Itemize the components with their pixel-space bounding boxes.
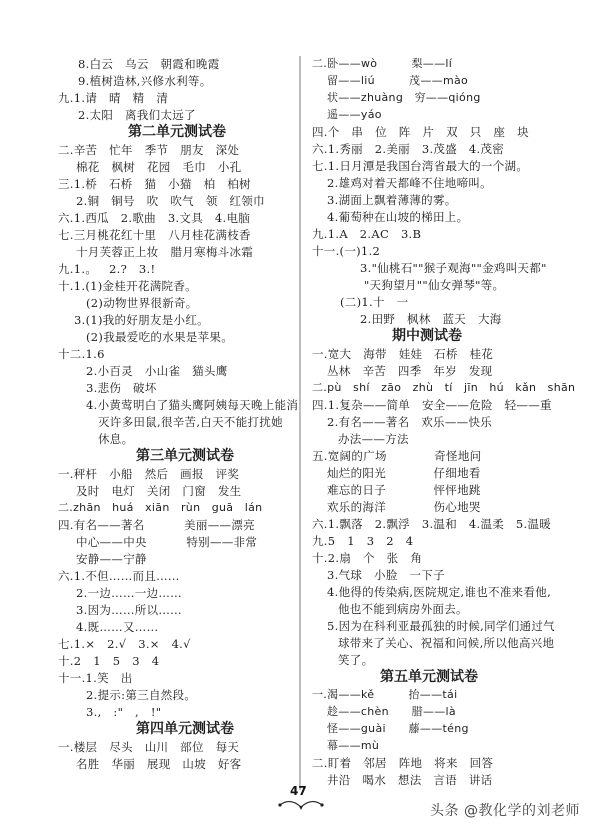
answer-line: 四.1.复杂——简单 安全——危险 轻——重 [312, 398, 552, 412]
answer-line: 一.渴——kě 抬——tái [312, 688, 458, 701]
answer-line: 一.楼层 尽头 山川 部位 每天 [58, 740, 240, 754]
answer-line: 三.1.桥 石桥 猫 小猫 柏 柏树 [58, 177, 251, 191]
answer-line: 办法——方法 [338, 432, 409, 446]
answer-line: 四.有名——著名 美丽——漂亮 [58, 518, 255, 532]
answer-line: 七.1.× 2.√ 3.× 4.√ [58, 637, 191, 651]
answer-line: 2.铜 铜号 吹 吹气 领 红领巾 [76, 194, 265, 208]
answer-line: 井沿 喝水 想法 言语 讲话 [327, 773, 493, 787]
answer-line: 十一.1.笑 出 [58, 671, 133, 685]
answer-line: 四.个 串 位 阵 片 双 只 座 块 [312, 125, 529, 139]
answer-line: 3.因为……所以…… [76, 603, 182, 617]
answer-line: 二.盯着 邻居 阵地 将来 回答 [312, 756, 494, 770]
answer-line: 3."仙桃石""猴子观海""金鸡叫天都" [360, 261, 547, 275]
answer-line: 他也不能到病房外面去。 [338, 602, 468, 616]
column-divider [299, 56, 301, 790]
answer-line: 五.宽阔的广场 奇怪地问 [312, 449, 482, 463]
answer-line: 及时 电灯 关闭 门窗 发生 [76, 484, 242, 498]
answer-line: (二)1.十 一 [340, 295, 409, 309]
answer-line: 十月芙蓉正上妆 腊月寒梅斗冰霜 [76, 245, 254, 259]
answer-line: 8.白云 乌云 朝霞和晚霞 [78, 57, 220, 71]
answer-line: 六.1.不但……而且…… [58, 569, 180, 583]
section-heading-unit-4: 第四单元测试卷 [136, 721, 234, 737]
answer-line: 5.因为在科利亚最孤独的时候,同学们通过气 [327, 619, 555, 633]
answer-line: 3.湖面上飘着薄薄的雾。 [327, 193, 457, 207]
answer-line: 2.小百灵 小山雀 猫头鹰 [86, 364, 228, 378]
section-heading-unit-2: 第二单元测试卷 [128, 124, 226, 140]
page-number: 47 [290, 784, 307, 798]
answer-line: 休息。 [98, 432, 134, 446]
answer-line: 欢乐的海洋 伤心地哭 [327, 500, 481, 514]
answer-line: 二.辛苦 忙年 季节 朋友 深处 [58, 143, 240, 157]
answer-line: 中心——中央 特别——非常 [76, 535, 258, 549]
answer-line: (2)我最爱吃的水果是苹果。 [86, 330, 233, 344]
answer-line: "天狗望月""仙女弹琴"等。 [364, 278, 505, 292]
answer-line: 名胜 华丽 展现 山坡 好客 [76, 757, 242, 771]
answer-line: 2.雄鸡对着天都峰不住地啼叫。 [327, 176, 492, 190]
answer-line: (2)动物世界很新奇。 [86, 296, 198, 310]
answer-line: 3., :" , !" [86, 705, 162, 719]
answer-line: 二.zhān huá xiān rùn guā lán [58, 501, 263, 514]
answer-line: 3.悲伤 破坏 [86, 381, 157, 395]
answer-line: 灿烂的阳光 仔细地看 [327, 466, 481, 480]
answer-line: 2.提示:第三自然段。 [86, 688, 197, 702]
answer-line: 遥——yáo [327, 108, 382, 121]
answer-line: 趁——chèn 腊——là [327, 705, 456, 718]
answer-line: 七.三月桃花红十里 八月桂花满枝香 [58, 228, 251, 242]
answer-line: 笑了。 [338, 653, 374, 667]
answer-line: 棉花 枫树 花园 毛巾 小孔 [76, 160, 242, 174]
answer-line: 球带来了关心、祝福和问候,所以他高兴地 [338, 636, 555, 650]
answer-line: 3.气球 小脸 一下子 [327, 568, 445, 582]
page-ornament-icon [278, 795, 324, 811]
answer-line: 2.太阳 离我们太远了 [78, 108, 196, 122]
section-heading-midterm: 期中测试卷 [392, 328, 462, 344]
answer-line: 灭许多田鼠,很辛苦,白天不能打扰她 [98, 415, 283, 429]
answer-line: 4.葡萄种在山坡的梯田上。 [327, 210, 469, 224]
answer-line: 九.1.。 2.? 3.! [58, 262, 156, 276]
section-heading-unit-3: 第三单元测试卷 [136, 448, 234, 464]
answer-line: 十一.(一)1.2 [312, 244, 381, 258]
answer-line: 2.田野 枫林 蓝天 大海 [360, 312, 502, 326]
answer-line: 六.1.西瓜 2.歌曲 3.文具 4.电脑 [58, 211, 251, 225]
answer-line: 2.一边……一边…… [76, 586, 182, 600]
answer-line: 状——zhuàng 穷——qióng [327, 91, 481, 104]
answer-line: 4.小黄莺明白了猫头鹰阿姨每天晚上能消 [86, 398, 299, 412]
answer-line: 4.既……又…… [76, 620, 159, 634]
answer-line: 六.1.飘落 2.飘浮 3.温和 4.温柔 5.温暖 [312, 517, 552, 531]
answer-line: 3.(1)我的好朋友是小红。 [74, 313, 209, 327]
answer-line: 六.1.秀丽 2.美丽 3.茂盛 4.茂密 [312, 142, 505, 156]
answer-line: 9.植树造林,兴修水利等。 [78, 74, 212, 88]
answer-line: 丛林 辛苦 四季 年岁 发现 [327, 364, 493, 378]
answer-line: 怪——guài 藤——téng [327, 722, 469, 735]
watermark: 头条 @教化学的刘老师 [430, 803, 580, 819]
answer-line: 十二.1.6 [58, 347, 105, 361]
answer-line: 二.卧——wò 梨——lí [312, 57, 453, 70]
answer-line: 一.秤杆 小船 然后 画报 评奖 [58, 467, 240, 481]
answer-line: 难忘的日子 怦怦地跳 [327, 483, 481, 497]
answer-line: 二.pù shí zāo zhù tí jīn hú kǎn shān [312, 381, 576, 394]
answer-line: 幕——mù [327, 739, 380, 752]
answer-line: 七.1.日月潭是我国台湾省最大的一个湖。 [312, 159, 529, 173]
answer-line: 4.他得的传染病,医院规定,谁也不准来看他, [327, 585, 552, 599]
answer-line: 九.1.请 晴 精 清 [58, 91, 169, 105]
section-heading-unit-5: 第五单元测试卷 [380, 669, 478, 685]
answer-line: 安静——宁静 [76, 552, 147, 566]
answer-line: 十.2 1 5 3 4 [58, 654, 160, 668]
answer-line: 九.5 1 3 2 4 [312, 534, 414, 548]
answer-line: 十.1.(1)金桂开花满院香。 [58, 279, 197, 293]
answer-line: 九.1.A 2.AC 3.B [312, 227, 422, 241]
answer-line: 十.2.扇 个 张 角 [312, 551, 423, 565]
answer-line: 2.有名——著名 欢乐——快乐 [327, 415, 493, 429]
answer-line: 留——liú 茂——mào [327, 74, 469, 87]
answer-line: 一.宽大 海带 娃娃 石桥 桂花 [312, 347, 494, 361]
